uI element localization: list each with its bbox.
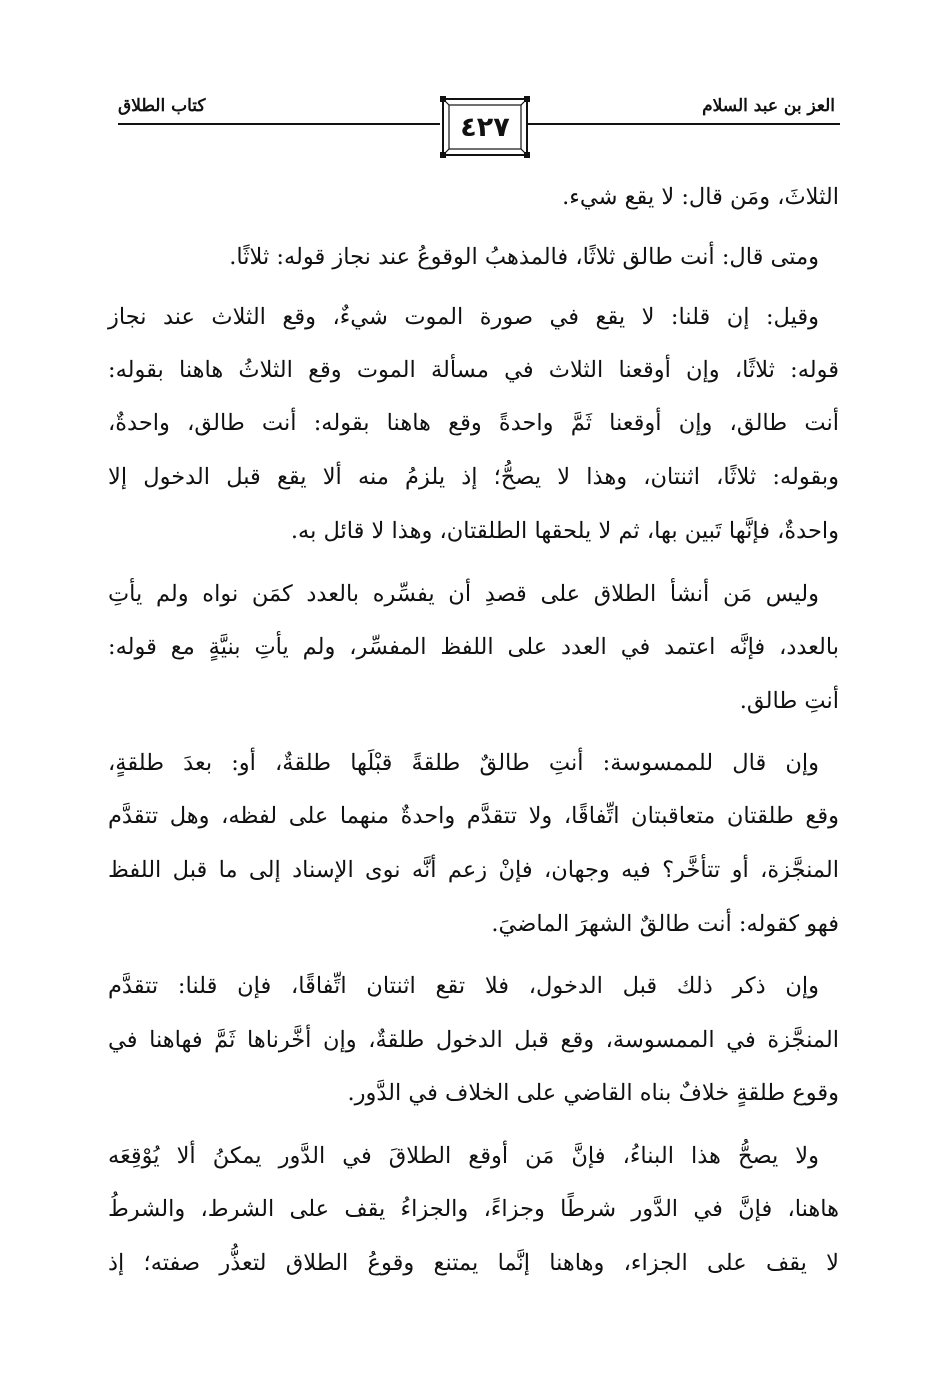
running-head-author: العز بن عبد السلام [702,96,835,116]
text-line: الثلاثَ، ومَن قال: لا يقع شيء. [562,184,839,210]
running-head-book-title: كتاب الطلاق [118,96,206,116]
text-line: ومتى قال: أنت طالق ثلاثًا، فالمذهبُ الوقوعُ عند نجاز قوله: ثلاثًا. [229,244,819,270]
text-line: وقيل: إن قلنا: لا يقع في صورة الموت شيءٌ، وقع الثلاث عند نجاز [108,304,819,330]
text-line: وقع طلقتان متعاقبتان اتِّفاقًا، ولا تتقدَّم واحدةٌ منهما على لفظه، وهل تتقدَّم [108,803,839,829]
text-line: فهو كقوله: أنت طالقٌ الشهرَ الماضيَ. [491,911,839,937]
text-line: المنجَّزة، أو تتأخَّر؟ فيه وجهان، فإنْ زعم أنَّه نوى الإسناد إلى ما قبل اللفظ [108,857,839,883]
text-line: قوله: ثلاثًا، وإن أوقعنا الثلاث في مسألة الموت وقع الثلاثُ هاهنا بقوله: [108,357,839,383]
text-line: وقوع طلقةٍ خلافٌ بناه القاضي على الخلاف في الدَّور. [347,1080,839,1106]
page-number-frame [440,96,530,158]
text-line: واحدةٌ، فإنَّها تَبين بها، ثم لا يلحقها الطلقتان، وهذا لا قائل به. [290,518,839,544]
text-line: هاهنا، فإنَّ في الدَّور شرطًا وجزاءً، والجزاءُ يقف على الشرط، والشرطُ [108,1196,839,1222]
text-line: وبقوله: ثلاثًا، اثنتان، وهذا لا يصحُّ؛ إذ يلزمُ منه ألا يقع قبل الدخول إلا [108,464,839,490]
text-line: أنت طالق، وإن أوقعنا ثَمَّ واحدةً وقع هاهنا بقوله: أنت طالق، واحدةٌ، [108,410,839,436]
text-line: وإن قال للممسوسة: أنتِ طالقٌ طلقةً قبْلَها طلقةٌ، أو: بعدَ طلقةٍ، [108,750,819,776]
text-line: لا يقف على الجزاء، وهاهنا إنَّما يمتنع وقوعُ الطلاق لتعذُّر صفته؛ إذ [108,1250,839,1276]
text-line: المنجَّزة في الممسوسة، وقع قبل الدخول طلقةٌ، وإن أخَّرناها ثَمَّ فهاهنا في [108,1027,839,1053]
text-line: بالعدد، فإنَّه اعتمد في العدد على اللفظ المفسِّر، ولم يأتِ بنيَّةٍ مع قوله: [108,634,839,660]
header-rule-left [118,123,440,125]
page-number: ٤٢٧ [460,112,510,143]
text-line: وليس مَن أنشأ الطلاق على قصدِ أن يفسِّره بالعدد كمَن نواه ولم يأتِ [108,581,819,607]
text-line: أنتِ طالق. [739,688,839,714]
header-rule-right [528,123,840,125]
text-line: وإن ذكر ذلك قبل الدخول، فلا تقع اثنتان اتِّفاقًا، فإن قلنا: تتقدَّم [108,973,819,999]
text-line: ولا يصحُّ هذا البناءُ، فإنَّ مَن أوقع الطلاقَ في الدَّور يمكنُ ألا يُوْقِعَه [108,1143,819,1169]
